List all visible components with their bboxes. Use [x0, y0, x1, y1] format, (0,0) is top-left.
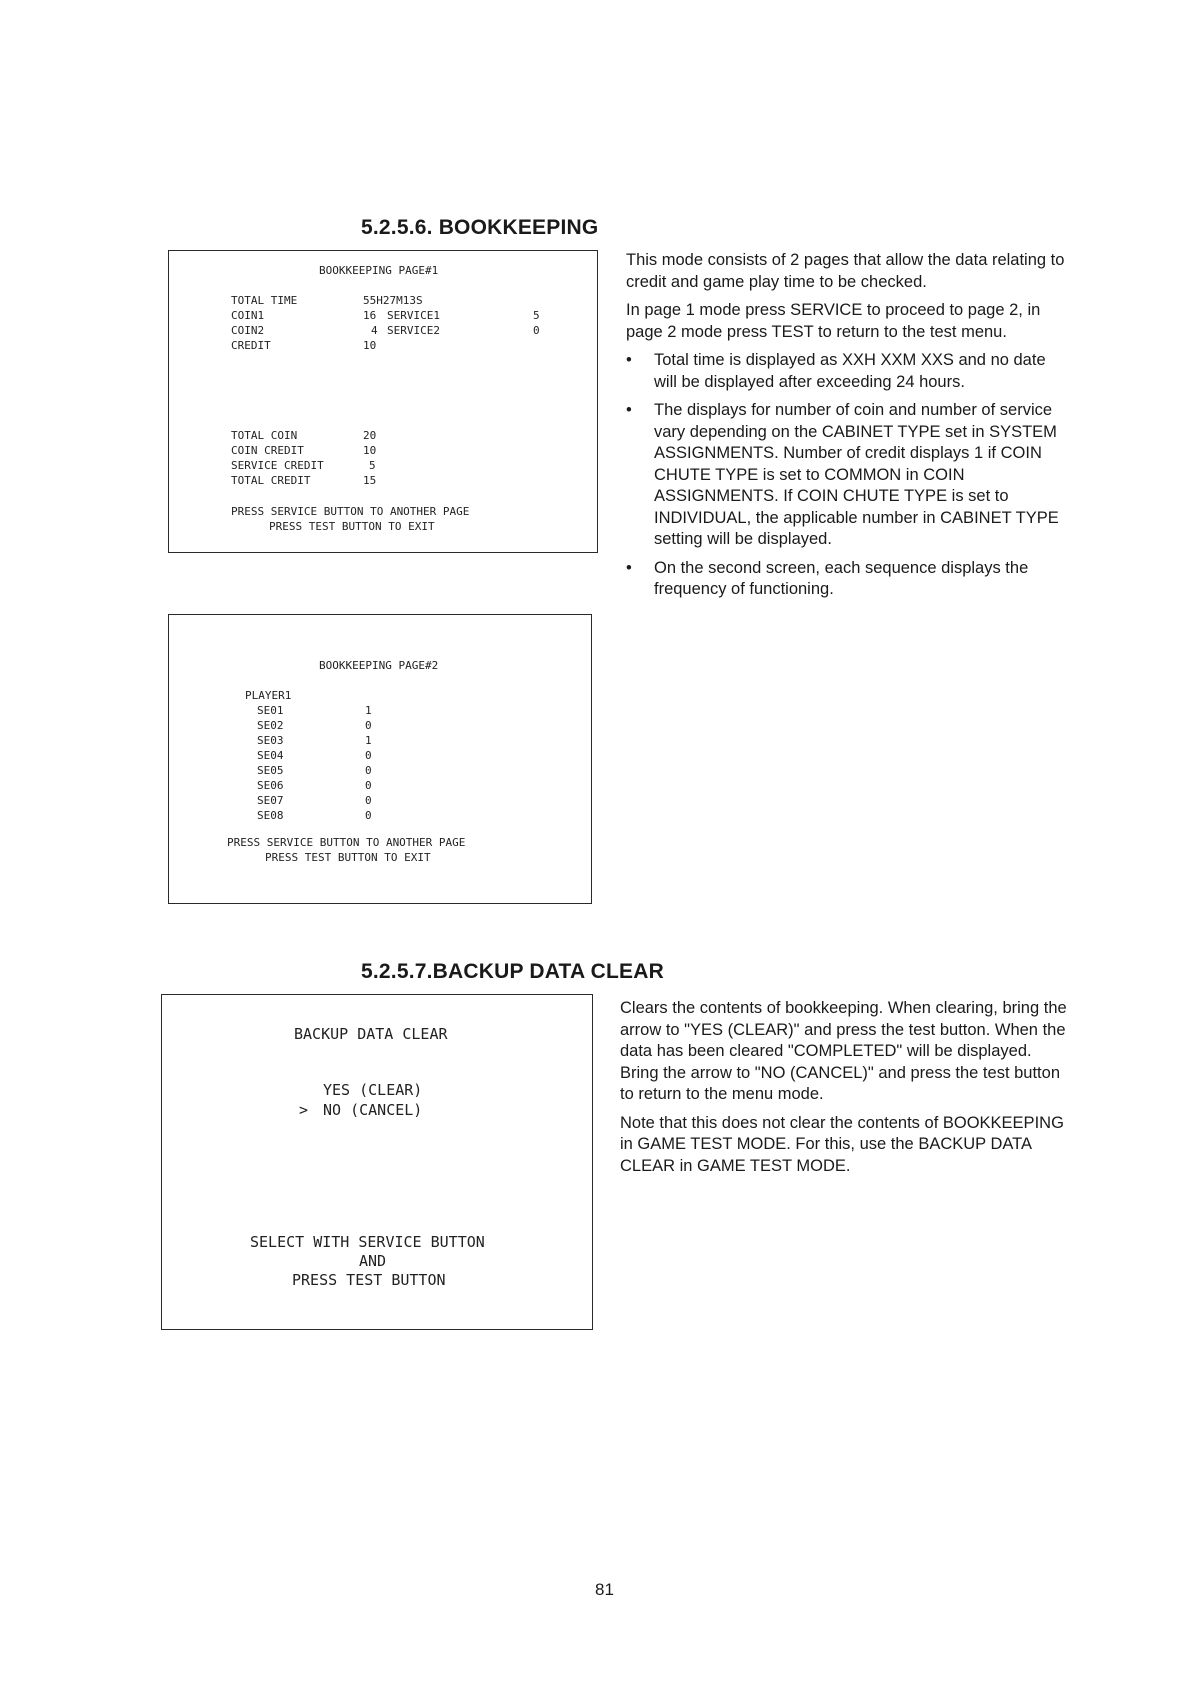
total-label: TOTAL CREDIT — [231, 474, 311, 487]
selection-cursor-icon: > — [299, 1101, 309, 1119]
bookkeeping-paragraph-1: This mode consists of 2 pages that allow the data relating to credit and game play time to be checked. — [626, 251, 1065, 291]
bookkeeping-description — [626, 250, 1071, 608]
row-label: COIN1 — [231, 309, 265, 322]
bookkeeping-page1-screen — [168, 250, 598, 553]
row-value: 55H27M13S — [363, 294, 423, 307]
list-item — [626, 400, 1071, 551]
section-heading-backup-data-clear: 5.2.5.7.BACKUP DATA CLEAR — [361, 960, 664, 983]
backup-screen-title: BACKUP DATA CLEAR — [294, 1025, 448, 1043]
row-label: COIN2 — [231, 324, 265, 337]
sequence-value: 1 — [365, 704, 372, 717]
total-value: 5 — [369, 459, 376, 472]
sequence-label: SE03 — [257, 734, 284, 747]
list-item-text: Total time is displayed as XXH XXM XXS and no date will be displayed after exceeding 24 hours. — [654, 351, 1046, 391]
row-label: CREDIT — [231, 339, 271, 352]
section-heading-bookkeeping: 5.2.5.6. BOOKKEEPING — [361, 216, 599, 239]
row-extra-value: 0 — [533, 324, 540, 337]
option-yes-clear: YES (CLEAR) — [323, 1081, 423, 1099]
row-label: TOTAL TIME — [231, 294, 298, 307]
total-label: TOTAL COIN — [231, 429, 298, 442]
backup-data-clear-screen — [161, 994, 593, 1330]
total-value: 10 — [363, 444, 377, 457]
total-label: SERVICE CREDIT — [231, 459, 324, 472]
sequence-label: SE08 — [257, 809, 284, 822]
list-item-text: On the second screen, each sequence displays the frequency of functioning. — [654, 558, 1029, 598]
option-no-cancel: NO (CANCEL) — [323, 1101, 423, 1119]
row-extra-value: 5 — [533, 309, 540, 322]
sequence-value: 0 — [365, 794, 372, 807]
sequence-label: SE01 — [257, 704, 284, 717]
bullet-icon: • — [626, 401, 632, 419]
sequence-value: 0 — [365, 749, 372, 762]
page1-footer-line2: PRESS TEST BUTTON TO EXIT — [269, 520, 435, 533]
total-value: 20 — [363, 429, 377, 442]
bookkeeping-bullet-list — [626, 350, 1071, 601]
backup-footer-line2: AND — [359, 1252, 387, 1270]
page2-title: BOOKKEEPING PAGE#2 — [319, 659, 439, 672]
sequence-label: SE02 — [257, 719, 284, 732]
sequence-value: 0 — [365, 779, 372, 792]
backup-footer-line3: PRESS TEST BUTTON — [292, 1271, 446, 1289]
backup-paragraph-2: Note that this does not clear the contents of BOOKKEEPING in GAME TEST MODE. For this, use the BACKUP DATA CLEAR in GAME TEST MODE. — [620, 1113, 1064, 1175]
sequence-label: SE07 — [257, 794, 284, 807]
row-value: 10 — [363, 339, 377, 352]
player-label: PLAYER1 — [245, 689, 292, 702]
backup-description — [620, 998, 1070, 1184]
row-value: 16 — [363, 309, 377, 322]
list-item — [626, 350, 1071, 393]
sequence-label: SE05 — [257, 764, 284, 777]
bookkeeping-paragraph-2: In page 1 mode press SERVICE to proceed to page 2, in page 2 mode press TEST to return to the test menu. — [626, 301, 1041, 341]
bullet-icon: • — [626, 558, 632, 577]
row-extra-label: SERVICE2 — [387, 324, 440, 337]
page1-footer-line1: PRESS SERVICE BUTTON TO ANOTHER PAGE — [231, 505, 470, 518]
row-value: 4 — [371, 324, 378, 337]
backup-paragraph-1: Clears the contents of bookkeeping. When clearing, bring the arrow to "YES (CLEAR)" and press the test button. When the data has been cleared "COMPLETED" will be displayed. Bring the arrow to "NO (CANCEL)" and press the test button to return to the menu mode. — [620, 999, 1067, 1103]
sequence-value: 0 — [365, 764, 372, 777]
sequence-label: SE04 — [257, 749, 284, 762]
sequence-value: 1 — [365, 734, 372, 747]
backup-footer-line1: SELECT WITH SERVICE BUTTON — [250, 1233, 485, 1251]
list-item-text: The displays for number of coin and number of service vary depending on the CABINET TYPE set in SYSTEM ASSIGNMENTS. Number of credit displays 1 if COIN CHUTE TYPE is set to COMMON in COIN ASSIGNMENTS. If COIN CHUTE TYPE is set to INDIVIDUAL, the applicable number in CABINET TYPE setting will be displayed. — [654, 401, 1059, 548]
page2-footer-line2: PRESS TEST BUTTON TO EXIT — [265, 851, 431, 864]
sequence-value: 0 — [365, 719, 372, 732]
page1-title: BOOKKEEPING PAGE#1 — [319, 264, 439, 277]
total-value: 15 — [363, 474, 377, 487]
page-number: 81 — [595, 1580, 614, 1599]
sequence-label: SE06 — [257, 779, 284, 792]
total-label: COIN CREDIT — [231, 444, 304, 457]
bullet-icon: • — [626, 351, 632, 369]
row-extra-label: SERVICE1 — [387, 309, 440, 322]
bookkeeping-page2-screen — [168, 614, 592, 904]
list-item — [626, 558, 1071, 601]
sequence-value: 0 — [365, 809, 372, 822]
page2-footer-line1: PRESS SERVICE BUTTON TO ANOTHER PAGE — [227, 836, 466, 849]
